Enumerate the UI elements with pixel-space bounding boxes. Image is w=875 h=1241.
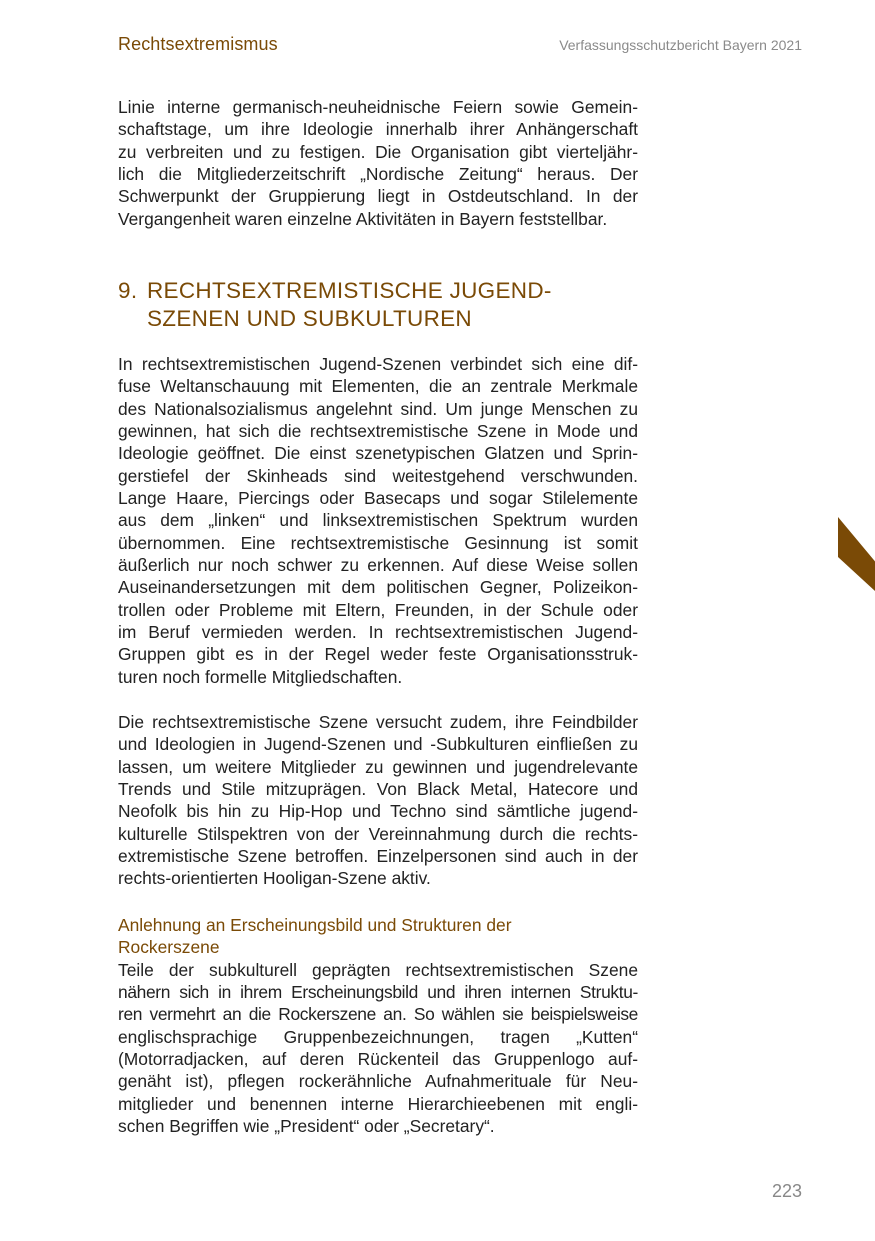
text-line: In rechtsextremistischen Jugend-Szenen verbindet sich eine dif- [118,354,638,374]
intro-paragraph [118,96,638,230]
text-line: und Ideologien in Jugend-Szenen und -Subkulturen einfließen zu [118,734,638,755]
text-line: schaftstage, um ihre Ideologie innerhalb ihrer Anhängerschaft [118,119,638,140]
text-line: rechts-orientierten Hooligan-Szene aktiv. [118,868,431,889]
running-title: Rechtsextremismus [118,34,278,54]
text-line: Linie interne germanisch-neuheidnische Feiern sowie Gemein- [118,97,638,117]
text-line: Teile der subkulturell geprägten rechtsextremistischen Szene [118,959,638,980]
text-line: aus dem „linken“ und linksextremistischen Spektrum wurden [118,510,638,531]
text-line: schen Begriffen wie „President“ oder „Secretary“. [118,1116,495,1137]
text-line: mitglieder und benennen interne Hierarchieebenen mit engli- [118,1093,638,1114]
text-line: gewinnen, hat sich die rechtsextremistische Szene in Mode und [118,421,638,442]
text-line: des Nationalsozialismus angelehnt sind. Um junge Menschen zu [118,398,638,419]
subsection-title-line-2: Rockerszene [118,937,220,958]
text-line: Lange Haare, Piercings oder Basecaps und sogar Stilelemente [118,488,638,509]
text-line: turen noch formelle Mitgliedschaften. [118,666,403,687]
text-line: gerstiefel der Skinheads sind weitestgehend verschwunden. [118,465,638,486]
text-line: Vergangenheit waren einzelne Aktivitäten in Bayern feststellbar. [118,208,608,229]
text-line: Gruppen gibt es in der Regel weder feste Organisationsstruk- [118,644,638,665]
text-line: lassen, um weitere Mitglieder zu gewinnen und jugendrelevante [118,756,638,777]
paragraph-2 [118,711,638,890]
text-line: übernommen. Eine rechtsextremistische Gesinnung ist somit [118,532,638,553]
text-line: extremistische Szene betroffen. Einzelpersonen sind auch in der [118,846,638,867]
text-line: zu verbreiten und zu festigen. Die Organisation gibt vierteljähr- [118,141,638,162]
text-line: englischsprachige Gruppenbezeichnungen, tragen „Kutten“ [118,1026,638,1047]
text-line: Neofolk bis hin zu Hip-Hop und Techno sind sämtliche jugend- [118,801,638,822]
subsection [118,914,638,1137]
section-heading [118,277,552,333]
text-line: (Motorradjacken, auf deren Rückenteil das Gruppenlogo auf- [118,1049,638,1070]
text-line: lich die Mitgliederzeitschrift „Nordische Zeitung“ heraus. Der [118,164,638,185]
text-line: Die rechtsextremistische Szene versucht zudem, ihre Feindbilder [118,712,638,732]
text-line: trollen oder Probleme mit Eltern, Freunden, in der Schule oder [118,599,638,620]
page-number: 223 [771,1181,802,1201]
section-title-line-1: RECHTSEXTREMISTISCHE JUGEND- [147,278,552,303]
subsection-title-line-1: Anlehnung an Erscheinungsbild und Strukturen der [118,915,512,935]
chapter-tab-marker [838,517,875,591]
section-title-line-2: SZENEN UND SUBKULTUREN [147,306,472,331]
text-line: im Beruf vermieden werden. In rechtsextremistischen Jugend- [118,622,638,643]
text-line: ren vermehrt an die Rockerszene an. So wählen sie beispielsweise [118,1004,638,1025]
publication-title: Verfassungsschutzbericht Bayern 2021 [559,37,802,53]
text-line: Auseinandersetzungen mit dem politischen Gegner, Polizeikon- [118,577,638,598]
text-line: Ideologie geöffnet. Die einst szenetypischen Glatzen und Sprin- [118,443,638,464]
text-line: Trends und Stile mitzuprägen. Von Black Metal, Hatecore und [118,779,638,800]
text-line: äußerlich nur noch schwer zu erkennen. Auf diese Weise sollen [118,555,638,576]
section-number: 9. [118,278,138,303]
text-line: kulturelle Stilspektren von der Vereinnahmung durch die rechts- [118,823,638,844]
text-line: fuse Weltanschauung mit Elementen, die an zentrale Merkmale [118,376,638,397]
paragraph-1 [118,353,638,688]
text-line: genäht ist), pflegen rockerähnliche Aufnahmerituale für Neu- [118,1071,638,1092]
text-line: nähern sich in ihrem Erscheinungsbild und ihren internen Struktu- [118,982,638,1003]
text-line: Schwerpunkt der Gruppierung liegt in Ostdeutschland. In der [118,186,638,207]
subsection-heading [118,914,638,959]
